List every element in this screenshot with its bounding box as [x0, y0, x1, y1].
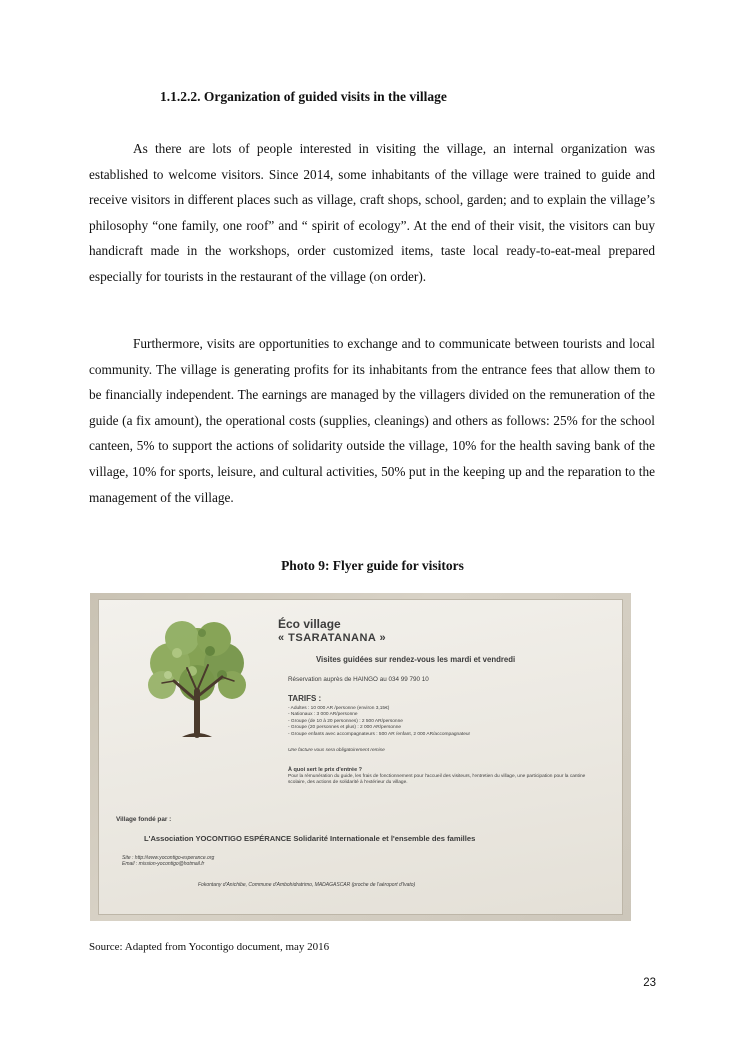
page-number: 23 [643, 977, 656, 989]
flyer-village-name: « TSARATANANA » [278, 632, 387, 644]
flyer-facture-note: Une facture vous sera obligatoirement remise [288, 748, 385, 753]
list-item: - Adultes : 10 000 AR /personne (environ 3,15€) [288, 706, 390, 711]
figure-caption: Photo 9: Flyer guide for visitors [281, 558, 464, 573]
flyer-address: Fokontany d'Anichibe, Commune d'Ambohidratrimo, MADAGASCAR (proche de l'aéroport d'Ivato) [198, 882, 416, 888]
flyer-email: Email : mission-yocontigo@hotmail.fr [122, 861, 205, 868]
list-item: - Groupe enfants avec accompagnateurs : 500 AR /enfant, 2 000 AR/accompagnateur [288, 731, 471, 737]
list-item: - Groupe (20 personnes et plus) : 2 000 AR/personne [288, 725, 402, 731]
flyer-tarifs-title: TARIFS : [288, 694, 322, 703]
paragraph-guided-visits: As there are lots of people interested in visiting the village, an internal organization was established to welcome visitors. Since 2014, some inhabitants of the village were trained to guide and receive visitors in different places such as village, craft shops, school, garden; and to explain the village’s philosophy “one family, one roof” and “ spirit of ecology”. At the end of their visit, the visitors can buy handicraft made in the workshops, order customized items, taste local ready-to-eat-meal prepared especially for tourists in the restaurant of the village (on order). [89, 141, 655, 284]
figure-source: Source: Adapted from Yocontigo document, may 2016 [89, 941, 330, 953]
paragraph-visit-profits: Furthermore, visits are opportunities to exchange and to communicate between tourists and local community. The village is generating profits for its inhabitants from the entrance fees that allow them to be financially independent. The earnings are managed by the villagers divided on the remuneration of the guide (a fix amount), the operational costs (supplies, cleanings) and others as follows: 25% for the school canteen, 5% to support the actions of solidarity outside the village, 10% for the health saving bank of the village, 10% for sports, leisure, and cultural activities, 50% put in the keeping up and the reparation to the management of the village. [89, 336, 655, 505]
list-item: - Groupe (de 10 à 20 personnes) : 2 500 AR/personne [288, 718, 403, 724]
flyer-association: L'Association YOCONTIGO ESPÉRANCE Solidarité Internationale et l'ensemble des familles [144, 834, 476, 843]
flyer-prix-question: À quoi sert le prix d'entrée ? [288, 767, 363, 773]
list-item: - Nationaux : 3 000 AR/personne [288, 712, 358, 718]
flyer-founded-by: Village fondé par : [116, 816, 172, 823]
section-heading: 1.1.2.2. Organization of guided visits in the village [160, 89, 447, 104]
flyer-photo [90, 593, 631, 921]
flyer-title: Éco village [278, 617, 341, 631]
flyer [98, 599, 623, 915]
flyer-prix-answer: Pour la rémunération du guide, les frais de fonctionnement pour l'accueil des visiteurs, l'entretien du village, une participation pour la cantine scolaire, des actions de solidarité à l'extérieur du village. [288, 774, 586, 786]
flyer-contact [122, 855, 214, 868]
flyer-reservation: Réservation auprès de HAINGO au 034 99 790 10 [288, 676, 429, 683]
flyer-visits: Visites guidées sur rendez-vous les mardi et vendredi [316, 655, 516, 664]
tree-icon [132, 613, 262, 743]
flyer-tarifs-list [288, 706, 470, 738]
flyer-site: Site : http://www.yocontigo-esperance.org [122, 855, 215, 861]
